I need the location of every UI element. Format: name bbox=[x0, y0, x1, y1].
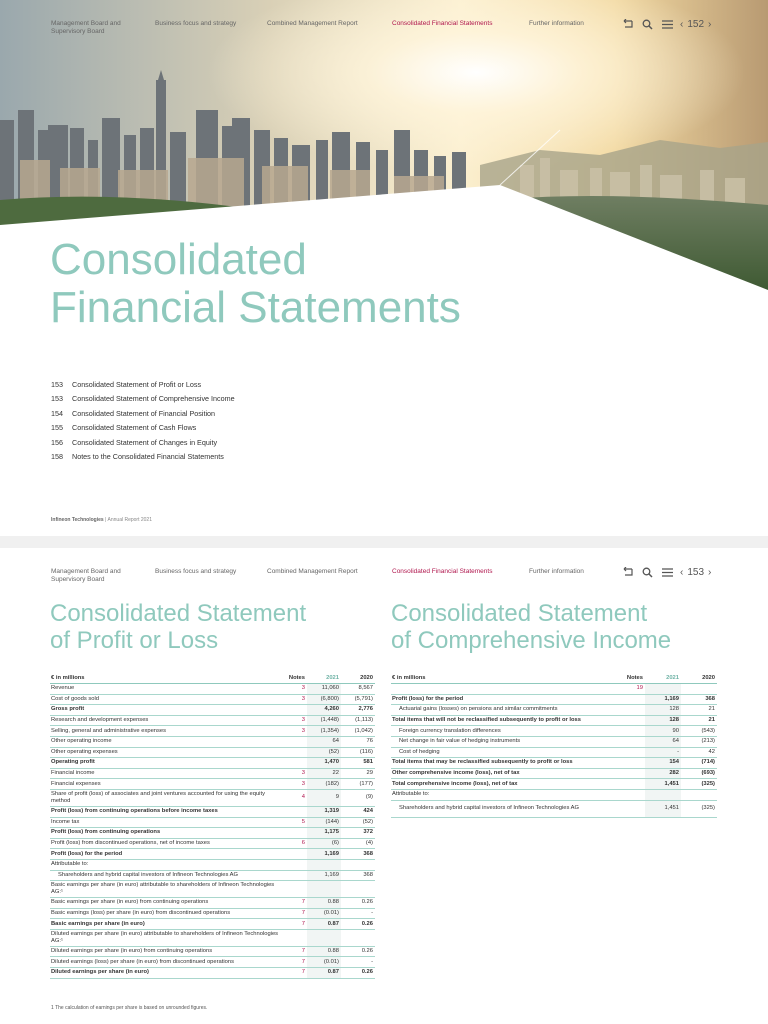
value-2021: (52) bbox=[307, 747, 341, 758]
row-label: Attributable to: bbox=[391, 789, 609, 800]
row-note: 6 bbox=[285, 838, 307, 849]
page-pager bbox=[680, 567, 711, 578]
chevron-right-icon[interactable]: › bbox=[708, 18, 712, 30]
row-note: 3 bbox=[285, 715, 307, 726]
table-row bbox=[50, 779, 375, 790]
value-2021: (1,354) bbox=[307, 726, 341, 737]
row-note bbox=[285, 870, 307, 881]
value-2020: (714) bbox=[681, 758, 717, 769]
chapter-title bbox=[50, 236, 461, 332]
profit-loss-table bbox=[50, 673, 375, 979]
row-label: Actuarial gains (losses) on pensions and similar commitments bbox=[391, 705, 609, 716]
value-2021: 0.87 bbox=[307, 968, 341, 979]
toc-item[interactable]: 153 Consolidated Statement of Profit or Loss bbox=[51, 380, 202, 389]
value-2020: 29 bbox=[341, 768, 375, 779]
table-row bbox=[391, 705, 717, 716]
table-row bbox=[50, 881, 375, 898]
row-label: Basic earnings per share (in euro) attributable to shareholders of Infineon Technologies AG:¹ bbox=[50, 881, 285, 898]
row-note bbox=[285, 747, 307, 758]
table-row bbox=[50, 946, 375, 957]
table-row bbox=[50, 817, 375, 828]
row-label: Profit (loss) from discontinued operations, net of income taxes bbox=[50, 838, 285, 849]
row-note bbox=[609, 715, 645, 726]
value-2021: 64 bbox=[307, 736, 341, 747]
nav-combined-management-report[interactable]: Combined Management Report bbox=[267, 568, 358, 575]
value-2021 bbox=[307, 881, 341, 898]
table-row bbox=[50, 806, 375, 817]
value-2021: 1,175 bbox=[307, 828, 341, 839]
row-label: Profit (loss) from continuing operations before income taxes bbox=[50, 806, 285, 817]
value-2020: 424 bbox=[341, 806, 375, 817]
value-2020: (325) bbox=[681, 800, 717, 817]
value-2020: (4) bbox=[341, 838, 375, 849]
row-label: Financial income bbox=[50, 768, 285, 779]
table-row bbox=[50, 789, 375, 806]
row-label: Income tax bbox=[50, 817, 285, 828]
table-row bbox=[50, 694, 375, 705]
nav-combined-management-report[interactable]: Combined Management Report bbox=[267, 20, 358, 27]
table-row bbox=[391, 694, 717, 705]
row-label: Profit (loss) for the period bbox=[391, 694, 609, 705]
value-2020: 76 bbox=[341, 736, 375, 747]
value-2020: (543) bbox=[681, 726, 717, 737]
table-row bbox=[50, 870, 375, 881]
table-row bbox=[50, 929, 375, 946]
value-2021: 90 bbox=[645, 726, 681, 737]
chevron-left-icon[interactable]: ‹ bbox=[680, 18, 684, 30]
value-2021 bbox=[307, 929, 341, 946]
row-note bbox=[285, 736, 307, 747]
table-row bbox=[391, 747, 717, 758]
nav-management-board[interactable]: Management Board and Supervisory Board bbox=[51, 20, 121, 35]
row-label: Diluted earnings per share (in euro) from continuing operations bbox=[50, 946, 285, 957]
row-label: Research and development expenses bbox=[50, 715, 285, 726]
value-2021: 1,451 bbox=[645, 800, 681, 817]
value-2021: 11,060 bbox=[307, 684, 341, 695]
value-2021: 1,169 bbox=[307, 870, 341, 881]
row-label: Diluted earnings (loss) per share (in euro) from discontinued operations bbox=[50, 957, 285, 968]
nav-business-focus[interactable]: Business focus and strategy bbox=[155, 20, 237, 27]
row-note: 4 bbox=[285, 789, 307, 806]
table-row bbox=[50, 859, 375, 870]
row-label: Total items that may be reclassified subsequently to profit or loss bbox=[391, 758, 609, 769]
year-2021-header: 2021 bbox=[645, 673, 681, 684]
value-2020: 0.26 bbox=[341, 946, 375, 957]
value-2020 bbox=[341, 881, 375, 898]
value-2021: 0.88 bbox=[307, 946, 341, 957]
table-row bbox=[50, 715, 375, 726]
row-label: Net change in fair value of hedging instruments bbox=[391, 736, 609, 747]
table-row bbox=[50, 726, 375, 737]
top-navigation bbox=[0, 548, 768, 588]
row-note: 3 bbox=[285, 779, 307, 790]
row-note bbox=[609, 736, 645, 747]
row-label: Foreign currency translation differences bbox=[391, 726, 609, 737]
value-2020: (177) bbox=[341, 779, 375, 790]
row-label: Other operating income bbox=[50, 736, 285, 747]
table-row bbox=[50, 768, 375, 779]
row-label: Total items that will not be reclassified subsequently to profit or loss bbox=[391, 715, 609, 726]
value-2020: (9) bbox=[341, 789, 375, 806]
value-2020: 368 bbox=[681, 694, 717, 705]
value-2021: 1,319 bbox=[307, 806, 341, 817]
chevron-left-icon[interactable]: ‹ bbox=[680, 566, 684, 578]
row-note: 7 bbox=[285, 968, 307, 979]
row-label: Shareholders and hybrid capital investors of Infineon Technologies AG bbox=[391, 800, 609, 817]
row-note bbox=[609, 758, 645, 769]
value-2020: - bbox=[341, 908, 375, 919]
value-2021 bbox=[307, 859, 341, 870]
table-row bbox=[50, 849, 375, 860]
year-2020-header: 2020 bbox=[341, 673, 375, 684]
value-2020: 0.26 bbox=[341, 898, 375, 909]
nav-further-information[interactable]: Further information bbox=[529, 20, 584, 27]
row-label: Share of profit (loss) of associates and joint ventures accounted for using the equity method bbox=[50, 789, 285, 806]
row-label: Other comprehensive income (loss), net of tax bbox=[391, 768, 609, 779]
nav-business-focus[interactable]: Business focus and strategy bbox=[155, 568, 237, 575]
value-2020: (116) bbox=[341, 747, 375, 758]
value-2021: 1,451 bbox=[645, 779, 681, 790]
search-icon[interactable] bbox=[640, 565, 654, 579]
back-icon[interactable] bbox=[620, 565, 634, 579]
value-2021: (6) bbox=[307, 838, 341, 849]
value-2021: (1,448) bbox=[307, 715, 341, 726]
value-2021: 1,470 bbox=[307, 758, 341, 769]
row-label: Gross profit bbox=[50, 705, 285, 716]
value-2021: (182) bbox=[307, 779, 341, 790]
value-2021 bbox=[645, 789, 681, 800]
search-icon[interactable] bbox=[640, 17, 654, 31]
table-row bbox=[50, 919, 375, 930]
value-2021: 0.87 bbox=[307, 919, 341, 930]
nav-tools bbox=[620, 564, 711, 580]
table-header-row bbox=[391, 673, 717, 684]
row-note bbox=[609, 800, 645, 817]
row-note bbox=[285, 806, 307, 817]
table-row bbox=[391, 779, 717, 790]
toc-item[interactable]: 154 Consolidated Statement of Financial Position bbox=[51, 408, 216, 418]
table-row bbox=[50, 898, 375, 909]
value-2020 bbox=[341, 859, 375, 870]
row-label: Operating profit bbox=[50, 758, 285, 769]
value-2020: 0.26 bbox=[341, 968, 375, 979]
year-2020-header: 2020 bbox=[681, 673, 717, 684]
nav-management-board[interactable]: Management Board and Supervisory Board bbox=[51, 568, 121, 583]
table-row bbox=[50, 684, 375, 695]
value-2021: 22 bbox=[307, 768, 341, 779]
row-label: Basic earnings per share (in euro) from continuing operations bbox=[50, 898, 285, 909]
row-note bbox=[609, 705, 645, 716]
table-row bbox=[50, 957, 375, 968]
row-note: 7 bbox=[285, 957, 307, 968]
row-label: Revenue bbox=[50, 684, 285, 695]
table-row bbox=[391, 726, 717, 737]
row-note: 3 bbox=[285, 694, 307, 705]
row-note: 7 bbox=[285, 946, 307, 957]
toc-item[interactable]: 158 Notes to the Consolidated Financial Statements bbox=[51, 452, 224, 462]
row-note bbox=[609, 747, 645, 758]
value-2020: - bbox=[341, 957, 375, 968]
row-label: Selling, general and administrative expenses bbox=[50, 726, 285, 737]
row-note: 3 bbox=[285, 726, 307, 737]
page-divider bbox=[0, 536, 768, 548]
table-header-row bbox=[50, 673, 375, 684]
row-note bbox=[285, 828, 307, 839]
table-row bbox=[50, 968, 375, 979]
value-2020: (1,113) bbox=[341, 715, 375, 726]
chapter-title-line-1: Consolidated bbox=[50, 235, 307, 284]
value-2021: 9 bbox=[307, 789, 341, 806]
value-2021: 1,169 bbox=[645, 694, 681, 705]
value-2021: 128 bbox=[645, 705, 681, 716]
value-2020 bbox=[681, 684, 717, 695]
row-note bbox=[609, 768, 645, 779]
row-note: 7 bbox=[285, 919, 307, 930]
page-153 bbox=[0, 548, 768, 1024]
menu-icon[interactable] bbox=[660, 565, 674, 579]
value-2021: 128 bbox=[645, 715, 681, 726]
page-pager bbox=[680, 19, 711, 30]
nav-consolidated-financial-statements[interactable]: Consolidated Financial Statements bbox=[392, 20, 493, 27]
notes-header: Notes bbox=[609, 673, 645, 684]
row-label: Other operating expenses bbox=[50, 747, 285, 758]
value-2020: (325) bbox=[681, 779, 717, 790]
row-note: 7 bbox=[285, 908, 307, 919]
row-note bbox=[285, 859, 307, 870]
row-note bbox=[285, 758, 307, 769]
table-row bbox=[391, 736, 717, 747]
row-note bbox=[609, 789, 645, 800]
row-note bbox=[285, 929, 307, 946]
table-row bbox=[50, 828, 375, 839]
value-2021: - bbox=[645, 747, 681, 758]
table-row bbox=[391, 684, 717, 695]
value-2021: 1,169 bbox=[307, 849, 341, 860]
unit-header: € in millions bbox=[50, 673, 285, 684]
row-label: Attributable to: bbox=[50, 859, 285, 870]
value-2021: 282 bbox=[645, 768, 681, 779]
table-row bbox=[50, 747, 375, 758]
value-2021: 64 bbox=[645, 736, 681, 747]
table-row bbox=[50, 705, 375, 716]
table-row bbox=[391, 800, 717, 817]
table-row bbox=[50, 758, 375, 769]
row-label: Profit (loss) from continuing operations bbox=[50, 828, 285, 839]
page-number: 153 bbox=[687, 566, 705, 578]
row-label: Total comprehensive income (loss), net of tax bbox=[391, 779, 609, 790]
nav-further-information[interactable]: Further information bbox=[529, 568, 584, 575]
row-note bbox=[285, 705, 307, 716]
value-2021: 154 bbox=[645, 758, 681, 769]
value-2020: 8,567 bbox=[341, 684, 375, 695]
back-icon[interactable] bbox=[620, 17, 634, 31]
value-2020: (52) bbox=[341, 817, 375, 828]
value-2020: (5,791) bbox=[341, 694, 375, 705]
value-2021: (0.01) bbox=[307, 908, 341, 919]
notes-header: Notes bbox=[285, 673, 307, 684]
row-note: 3 bbox=[285, 684, 307, 695]
chevron-right-icon[interactable]: › bbox=[708, 566, 712, 578]
value-2020: 2,776 bbox=[341, 705, 375, 716]
nav-consolidated-financial-statements[interactable]: Consolidated Financial Statements bbox=[392, 568, 493, 575]
top-navigation bbox=[0, 0, 768, 40]
page-footer: Infineon Technologies | Annual Report 2021 bbox=[51, 517, 152, 523]
value-2020: 42 bbox=[681, 747, 717, 758]
value-2020: 372 bbox=[341, 828, 375, 839]
table-row bbox=[391, 789, 717, 800]
row-label: Diluted earnings per share (in euro) bbox=[50, 968, 285, 979]
value-2020: (1,042) bbox=[341, 726, 375, 737]
value-2020: 21 bbox=[681, 715, 717, 726]
row-note: 3 bbox=[285, 768, 307, 779]
row-label: Cost of goods sold bbox=[50, 694, 285, 705]
chapter-title-line-2: Financial Statements bbox=[50, 283, 461, 332]
row-label: Profit (loss) for the period bbox=[50, 849, 285, 860]
row-note bbox=[609, 694, 645, 705]
table-of-contents bbox=[51, 378, 235, 464]
table-row bbox=[391, 715, 717, 726]
row-label bbox=[391, 684, 609, 695]
value-2021: (144) bbox=[307, 817, 341, 828]
row-note: 5 bbox=[285, 817, 307, 828]
row-note bbox=[609, 726, 645, 737]
toc-item[interactable]: 153 Consolidated Statement of Comprehensive Income bbox=[51, 394, 235, 404]
value-2020: 0.26 bbox=[341, 919, 375, 930]
unit-header: € in millions bbox=[391, 673, 609, 684]
value-2021: 4,260 bbox=[307, 705, 341, 716]
comprehensive-income-table bbox=[391, 673, 717, 818]
menu-icon[interactable] bbox=[660, 17, 674, 31]
nav-tools bbox=[620, 16, 711, 32]
value-2020: 581 bbox=[341, 758, 375, 769]
row-label: Basic earnings per share (in euro) bbox=[50, 919, 285, 930]
value-2020: (213) bbox=[681, 736, 717, 747]
row-label: Basic earnings (loss) per share (in euro) from discontinued operations bbox=[50, 908, 285, 919]
value-2020: 368 bbox=[341, 870, 375, 881]
row-note: 7 bbox=[285, 898, 307, 909]
row-label: Diluted earnings per share (in euro) attributable to shareholders of Infineon Technologies AG:¹ bbox=[50, 929, 285, 946]
table-row bbox=[391, 758, 717, 769]
footnote: 1 The calculation of earnings per share is based on unrounded figures. bbox=[51, 1005, 208, 1011]
row-label: Financial expenses bbox=[50, 779, 285, 790]
value-2021 bbox=[645, 684, 681, 695]
comprehensive-income-title: Consolidated Statement of Comprehensive Income bbox=[391, 600, 672, 654]
value-2021: 0.88 bbox=[307, 898, 341, 909]
value-2021: (0.01) bbox=[307, 957, 341, 968]
toc-item[interactable]: 156 Consolidated Statement of Changes in Equity bbox=[51, 437, 218, 447]
row-label: Cost of hedging bbox=[391, 747, 609, 758]
toc-item[interactable]: 155 Consolidated Statement of Cash Flows bbox=[51, 423, 197, 433]
row-note: 19 bbox=[609, 684, 645, 695]
table-row bbox=[50, 736, 375, 747]
value-2020: 368 bbox=[341, 849, 375, 860]
table-row bbox=[50, 908, 375, 919]
table-row bbox=[50, 838, 375, 849]
table-row bbox=[391, 768, 717, 779]
value-2020: 21 bbox=[681, 705, 717, 716]
page-number: 152 bbox=[687, 18, 705, 30]
row-label: Shareholders and hybrid capital investors of Infineon Technologies AG bbox=[50, 870, 285, 881]
row-note bbox=[609, 779, 645, 790]
year-2021-header: 2021 bbox=[307, 673, 341, 684]
value-2020 bbox=[681, 789, 717, 800]
value-2020 bbox=[341, 929, 375, 946]
row-note bbox=[285, 849, 307, 860]
value-2020: (693) bbox=[681, 768, 717, 779]
row-note bbox=[285, 881, 307, 898]
profit-loss-title: Consolidated Statement of Profit or Loss bbox=[50, 600, 307, 654]
value-2021: (6,800) bbox=[307, 694, 341, 705]
